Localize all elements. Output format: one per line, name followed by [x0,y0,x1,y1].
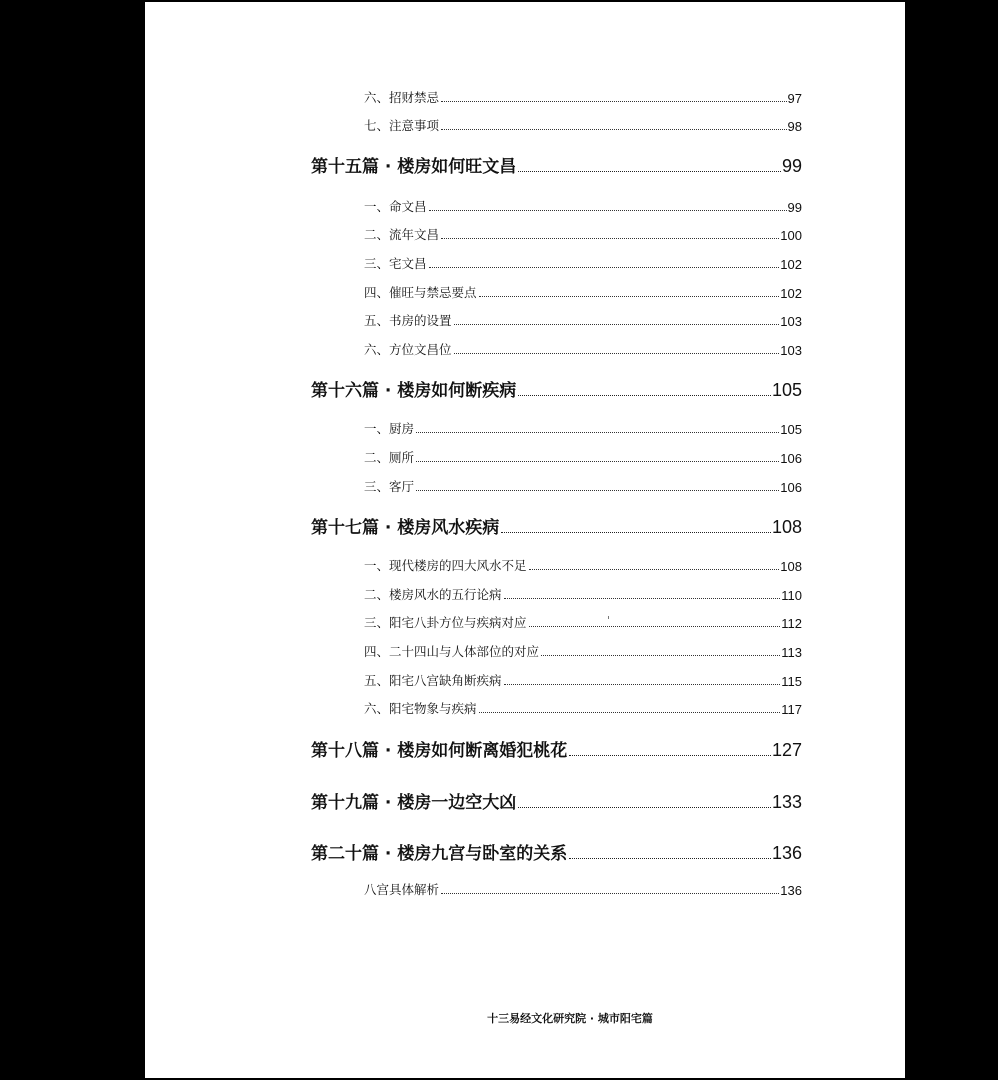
toc-entry-title: 一、命文昌 [364,199,427,214]
toc-entry[interactable] [364,613,802,631]
toc-entry-title: 五、阳宅八宫缺角断疾病 [364,673,502,688]
toc-entry[interactable] [364,880,802,898]
toc-entry[interactable] [364,699,802,717]
toc-chapter[interactable] [311,514,802,538]
toc-chapter-title: 第二十篇 · 楼房九宫与卧室的关系 [311,844,568,864]
toc-entry-title: 六、阳宅物象与疾病 [364,701,477,716]
toc-chapter-page: 105 [771,380,802,400]
toc-entry-page: 100 [780,228,802,243]
toc-chapter[interactable] [311,840,802,864]
toc-chapter[interactable] [311,789,802,813]
dot-leader [454,352,780,354]
toc-entry-title: 三、宅文昌 [364,256,427,271]
toc-chapter-title: 第十六篇 · 楼房如何断疾病 [311,381,517,401]
toc-entry[interactable] [364,671,802,689]
toc-entry[interactable] [364,448,802,466]
dot-leader [529,568,780,570]
footer-text: 十三易经文化研究院 · 城市阳宅篇 [487,1012,653,1025]
toc-entry-title: 三、阳宅八卦方位与疾病对应 [364,615,527,630]
toc-entry-page: 103 [780,314,802,329]
toc-entry-title: 八宫具体解析 [364,882,440,897]
toc-entry[interactable] [364,254,802,272]
dot-leader [518,394,771,396]
dot-leader [504,683,781,685]
dot-leader [416,460,779,462]
toc-entry[interactable] [364,419,802,437]
toc-entry-page: 136 [780,883,802,898]
toc-chapter-page: 108 [771,517,802,537]
toc-entry[interactable] [364,88,802,106]
toc-entry-page: 110 [781,588,802,603]
dot-leader [416,489,779,491]
toc-chapter-title: 第十五篇 · 楼房如何旺文昌 [311,157,517,177]
toc-entry[interactable] [364,642,802,660]
toc-entry-title: 四、二十四山与人体部位的对应 [364,644,540,659]
toc-chapter-title: 第十九篇 · 楼房一边空大凶 [311,793,517,813]
toc-entry-page: 108 [780,559,802,574]
toc-entry-page: 106 [780,480,802,495]
toc-entry[interactable] [364,116,802,134]
toc-entry-page: 97 [787,91,802,106]
dot-leader [541,654,780,656]
scan-speck [608,616,609,619]
toc-entry-page: 98 [787,119,802,134]
toc-entry[interactable] [364,197,802,215]
dot-leader [441,100,787,102]
dot-leader [479,711,781,713]
dot-leader [416,431,779,433]
dot-leader [441,892,779,894]
toc-entry-page: 102 [780,257,802,272]
toc-entry-page: 106 [780,451,802,466]
toc-chapter[interactable] [311,153,802,177]
dot-leader [529,625,781,627]
toc-entry-page: 115 [781,674,802,689]
toc-entry-page: 102 [780,286,802,301]
dot-leader [501,531,771,533]
dot-leader [429,209,787,211]
toc-chapter-page: 99 [781,156,802,176]
document-page [145,2,905,1078]
table-of-contents [145,2,905,1002]
dot-leader [454,323,780,325]
toc-entry-title: 七、注意事项 [364,118,440,133]
toc-entry[interactable] [364,311,802,329]
toc-entry-page: 113 [781,645,802,660]
toc-entry[interactable] [364,225,802,243]
toc-entry[interactable] [364,585,802,603]
toc-entry-title: 五、书房的设置 [364,313,452,328]
toc-entry-page: 117 [781,702,802,717]
toc-entry[interactable] [364,283,802,301]
toc-entry-page: 103 [780,343,802,358]
dot-leader [479,295,780,297]
toc-entry-title: 二、流年文昌 [364,227,440,242]
toc-entry-page: 99 [787,200,802,215]
toc-chapter-page: 127 [771,740,802,760]
toc-entry-title: 一、现代楼房的四大风水不足 [364,558,527,573]
dot-leader [441,128,787,130]
dot-leader [504,597,781,599]
toc-entry[interactable] [364,477,802,495]
toc-entry-title: 四、催旺与禁忌要点 [364,285,477,300]
toc-chapter[interactable] [311,377,802,401]
toc-entry-title: 六、招财禁忌 [364,90,440,105]
toc-chapter-title: 第十七篇 · 楼房风水疾病 [311,518,500,538]
dot-leader [569,754,771,756]
dot-leader [518,806,771,808]
dot-leader [518,170,781,172]
page-footer [145,1010,905,1026]
toc-chapter-page: 136 [771,843,802,863]
toc-entry-page: 105 [780,422,802,437]
toc-entry-title: 六、方位文昌位 [364,342,452,357]
toc-entry-title: 二、楼房风水的五行论病 [364,587,502,602]
toc-entry-page: 112 [781,616,802,631]
toc-entry-title: 三、客厅 [364,479,415,494]
toc-chapter-title: 第十八篇 · 楼房如何断离婚犯桃花 [311,741,568,761]
toc-entry-title: 一、厨房 [364,421,415,436]
toc-chapter[interactable] [311,737,802,761]
dot-leader [429,266,780,268]
toc-entry-title: 二、厕所 [364,450,415,465]
toc-chapter-page: 133 [771,792,802,812]
dot-leader [441,237,779,239]
toc-entry[interactable] [364,340,802,358]
dot-leader [569,857,771,859]
toc-entry[interactable] [364,556,802,574]
